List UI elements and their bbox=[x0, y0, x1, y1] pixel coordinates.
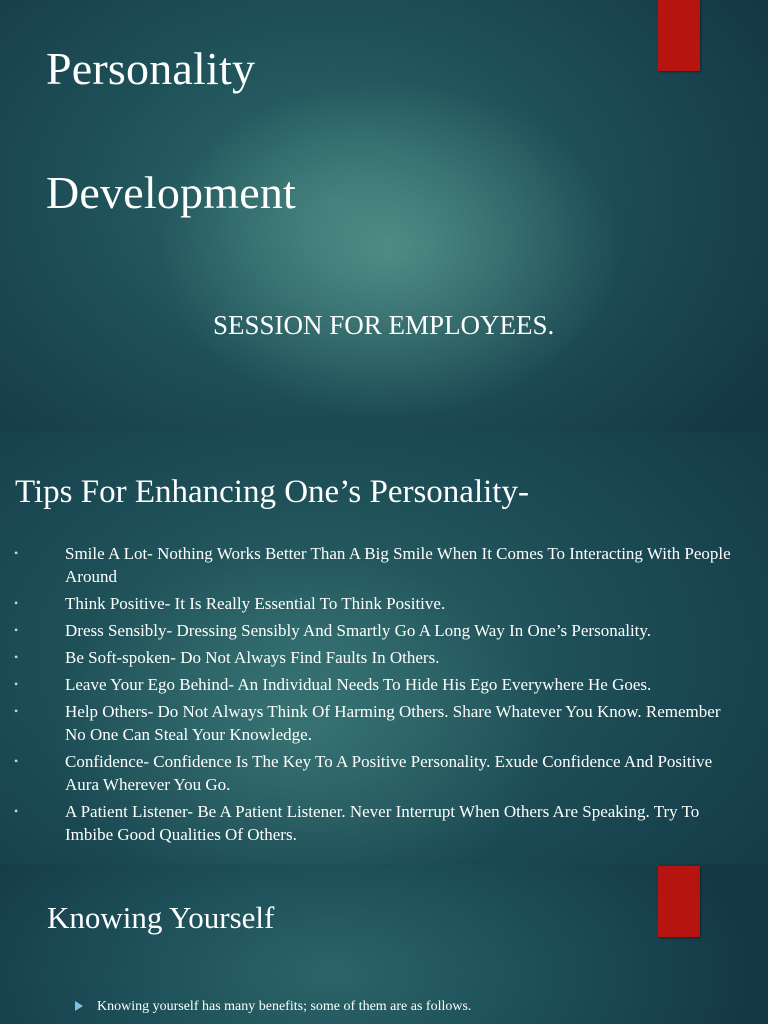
bullet-icon: • bbox=[14, 804, 19, 818]
tip-text: Be Soft-spoken- Do Not Always Find Faults In Others. bbox=[65, 648, 440, 667]
tip-item bbox=[0, 542, 745, 588]
tips-list bbox=[0, 542, 768, 850]
title-line-1: Personality bbox=[46, 43, 256, 94]
bullet-icon: • bbox=[14, 677, 19, 691]
tip-text: A Patient Listener- Be A Patient Listener. Never Interrupt When Others Are Speaking. Try To Imbibe Good Qualities Of Others. bbox=[65, 802, 700, 844]
bullet-icon: • bbox=[14, 704, 19, 718]
tip-text: Help Others- Do Not Always Think Of Harming Others. Share Whatever You Know. Remember No One Can Steal Your Knowledge. bbox=[65, 702, 721, 744]
sub-list bbox=[75, 998, 471, 1016]
tip-item bbox=[0, 592, 745, 615]
tip-text: Smile A Lot- Nothing Works Better Than A Big Smile When It Comes To Interacting With People Around bbox=[65, 544, 731, 586]
tip-item bbox=[0, 750, 745, 796]
knowing-yourself-slide bbox=[0, 864, 768, 1024]
tip-item bbox=[0, 800, 745, 846]
subtitle: SESSION FOR EMPLOYEES. bbox=[213, 310, 555, 340]
bullet-icon: • bbox=[14, 546, 19, 560]
tip-text: Leave Your Ego Behind- An Individual Needs To Hide His Ego Everywhere He Goes. bbox=[65, 675, 652, 694]
list-item bbox=[75, 998, 471, 1016]
tip-text: Dress Sensibly- Dressing Sensibly And Smartly Go A Long Way In One’s Personality. bbox=[65, 621, 652, 640]
tip-item bbox=[0, 673, 745, 696]
tips-slide bbox=[0, 432, 768, 864]
bullet-icon: • bbox=[14, 650, 19, 664]
list-item-text: Knowing yourself has many benefits; some of them are as follows. bbox=[97, 999, 472, 1014]
tip-text: Confidence- Confidence Is The Key To A Positive Personality. Exude Confidence And Positive Aura Wherever You Go. bbox=[65, 752, 713, 794]
bullet-icon: • bbox=[14, 596, 19, 610]
title-slide bbox=[0, 0, 768, 432]
tip-item bbox=[0, 646, 745, 669]
section-title: Knowing Yourself bbox=[47, 900, 275, 935]
tips-heading: Tips For Enhancing One’s Personality- bbox=[15, 474, 529, 510]
bullet-icon: • bbox=[14, 754, 19, 768]
red-accent-bar bbox=[658, 0, 700, 71]
bullet-icon: • bbox=[14, 623, 19, 637]
red-accent-bar bbox=[658, 866, 700, 937]
tip-item bbox=[0, 619, 745, 642]
tip-text: Think Positive- It Is Really Essential To Think Positive. bbox=[65, 594, 446, 613]
title-line-2: Development bbox=[46, 167, 297, 218]
arrow-bullet-icon bbox=[75, 1001, 83, 1011]
tip-item bbox=[0, 700, 745, 746]
